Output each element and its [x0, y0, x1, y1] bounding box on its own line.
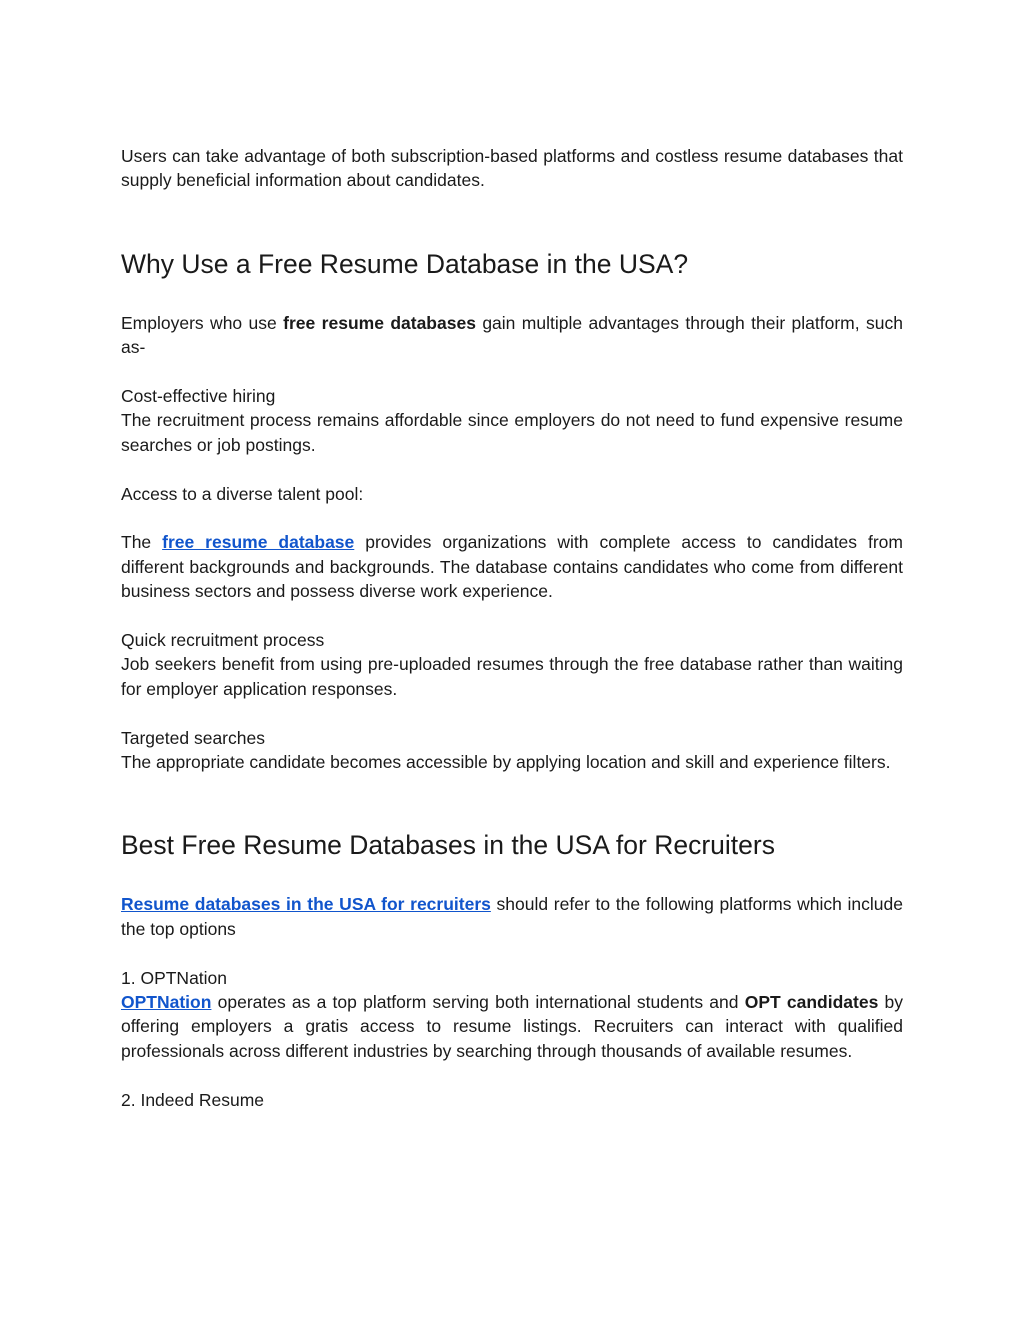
diverse-talent-title: Access to a diverse talent pool:: [121, 483, 364, 504]
intro-paragraph: Users can take advantage of both subscription-based platforms and costless resume databases that supply beneficial information about candidates.: [121, 146, 903, 191]
cost-effective-title: Cost-effective hiring: [121, 386, 276, 407]
optnation-text: [121, 990, 903, 1063]
lead-text-before: Employers who use: [121, 312, 284, 333]
access-text-before: The: [121, 532, 163, 553]
advantages-lead-paragraph: [121, 311, 903, 360]
optnation-title: 1. OPTNation: [121, 967, 228, 988]
quick-recruitment-text: Job seekers benefit from using pre-uploaded resumes through the free database rather than waiting for employer application responses.: [121, 654, 903, 699]
quick-recruitment-title: Quick recruitment process: [121, 630, 325, 651]
platforms-lead-text: should refer to the following platforms which include the top options: [121, 894, 903, 939]
diverse-talent-text: [121, 530, 903, 603]
resume-databases-usa-link[interactable]: Resume databases in the USA for recruiters: [121, 894, 491, 915]
lead-bold-text: free resume databases: [283, 312, 476, 333]
opt-candidates-bold: OPT candidates: [744, 992, 879, 1013]
cost-effective-text: The recruitment process remains affordable since employers do not need to fund expensive resume searches or job postings.: [121, 410, 903, 455]
targeted-searches-text: The appropriate candidate becomes accessible by applying location and skill and experience filters.: [121, 752, 891, 773]
optnation-text-mid: operates as a top platform serving both international students and: [211, 992, 745, 1013]
lead-text-after: gain multiple advantages through their platform, such as-: [121, 312, 903, 358]
access-text-after: provides organizations with complete access to candidates from different backgrounds and backgrounds. The database contains candidates who come from different business sectors and possess diverse work experience.: [121, 532, 903, 602]
indeed-resume-title: 2. Indeed Resume: [121, 1089, 265, 1110]
targeted-searches-title: Targeted searches: [121, 727, 265, 748]
free-resume-database-link[interactable]: free resume database: [162, 532, 355, 553]
heading-best-databases: Best Free Resume Databases in the USA for Recruiters: [121, 830, 775, 861]
document-page: [121, 144, 903, 1112]
platforms-lead-paragraph: [121, 892, 903, 941]
optnation-link[interactable]: OPTNation: [121, 992, 212, 1013]
optnation-text-after: by offering employers a gratis access to resume listings. Recruiters can interact with qualified professionals across different industries by searching through thousands of available resumes.: [121, 992, 903, 1061]
heading-why-use: Why Use a Free Resume Database in the USA?: [121, 248, 689, 279]
